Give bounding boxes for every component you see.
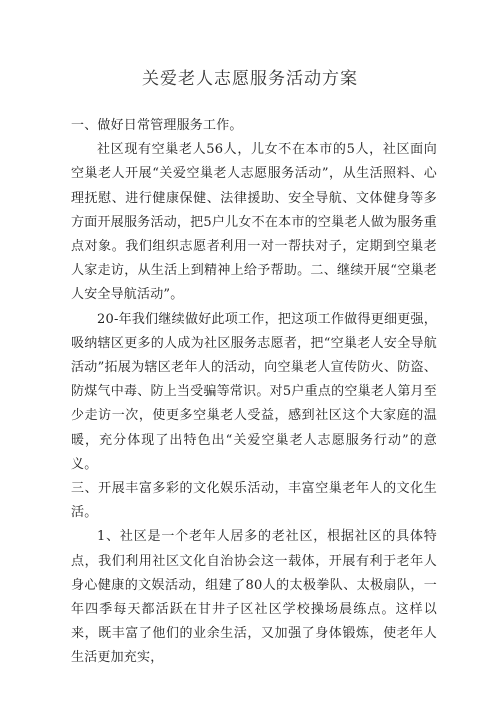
section-heading-3: 三、开展丰富多彩的文化娱乐活动，丰富空巢老年人的文化生活。 bbox=[71, 481, 437, 521]
document-title: 关爱老人志愿服务活动方案 bbox=[142, 69, 358, 89]
paragraph-3: 1、社区是一个老年人居多的老社区，根据社区的具体特点，我们利用社区文化自治协会这一载体，开展有利于老年人身心健康的文娱活动，组建了80人的太极拳队、太极扇队，一年四季每天都活跃在甘井子区社区学校操场晨练点。这样以来，既丰富了他们的业余生活，又加强了身体锻炼，使老年人生活更加充实， bbox=[71, 529, 437, 666]
document-body bbox=[71, 114, 437, 671]
paragraph-1: 社区现有空巢老人56人，儿女不在本市的5人，社区面向空巢老人开展“关爱空巢老人志愿服务活动”，从生活照料、心理抚慰、进行健康保健、法律援助、安全导航、文体健身等多方面开展服务活动，把5户儿女不在本市的空巢老人做为服务重点对象。我们组织志愿者利用一对一帮扶对子，定期到空巢老人家走访，从生活上到精神上给予帮助。二、继续开展“空巢老人安全导航活动”。 bbox=[71, 142, 437, 303]
paragraph-2: 20-年我们继续做好此项工作，把这项工作做得更细更强，吸纳辖区更多的人成为社区服务志愿者，把“空巢老人安全导航活动”拓展为辖区老年人的活动，向空巢老人宣传防火、防盗、防煤气中毒、防上当受骗等常识。对5户重点的空巢老人第月至少走访一次，使更多空巢老人受益，感到社区这个大家庭的温暖，充分体现了出特色出“关爱空巢老人志愿服务行动”的意义。 bbox=[71, 311, 437, 472]
section-heading-1: 一、做好日常管理服务工作。 bbox=[71, 118, 243, 133]
